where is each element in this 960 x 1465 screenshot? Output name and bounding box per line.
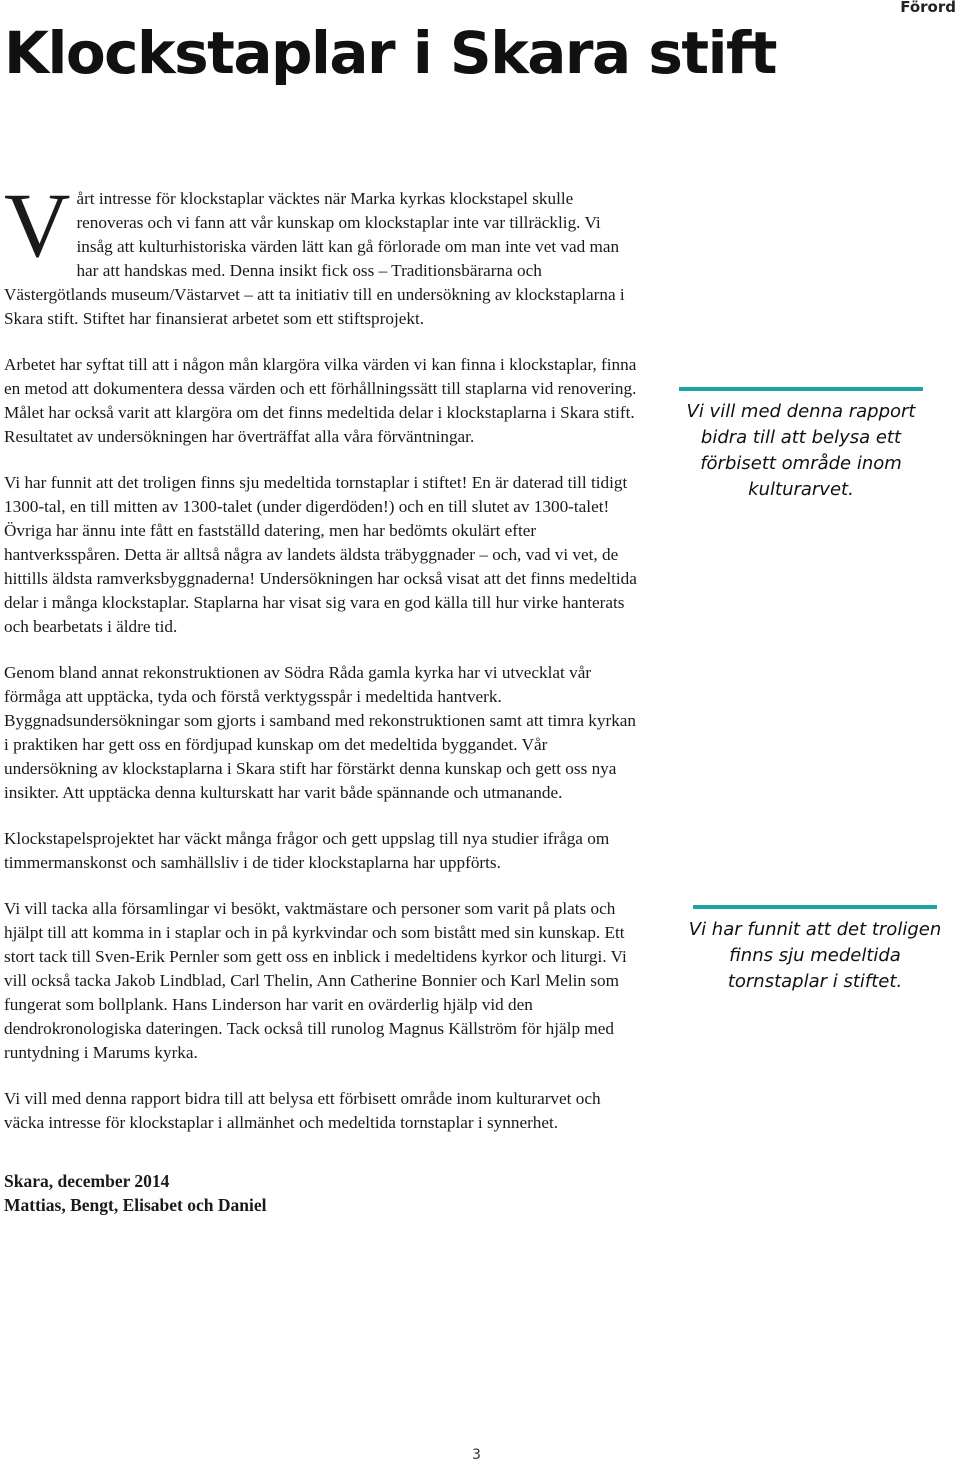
- signature-place-date: Skara, december 2014: [4, 1171, 170, 1191]
- body-paragraph: Arbetet har syftat till att i någon mån klargöra vilka värden vi kan finna i klockstaplar, finna en metod att dokumentera dessa värden och ett förhållningssätt till staplarna vid renovering. Målet har också varit att klargöra om det finns medeltida delar i klockstaplarna i Skara stift. Resultatet av undersökningen har överträffat alla våra förväntningar.: [4, 355, 637, 446]
- signature: [4, 1169, 639, 1217]
- signature-authors: Mattias, Bengt, Elisabet och Daniel: [4, 1195, 267, 1215]
- body-paragraph: Vi vill med denna rapport bidra till att belysa ett förbisett område inom kulturarvet och väcka intresse för klockstaplar i allmänhet och medeltida tornstaplar i synnerhet.: [4, 1089, 601, 1132]
- intro-text: årt intresse för klockstaplar väcktes när Marka kyrkas klockstapel skulle renoveras och vi fann att vår kunskap om klockstaplar inte var tillräcklig. Vi insåg att kulturhistoriska värden lätt kan gå förlorade om man inte vet vad man har att handskas med. Denna insikt fick oss – Traditionsbärarna och Västergötlands museum/Västarvet – att ta initiativ till en undersökning av klockstaplarna i Skara stift. Stiftet har finansierat arbetet som ett stiftsprojekt.: [4, 189, 625, 328]
- section-label: Förord: [900, 0, 956, 16]
- pullquote-rule: [693, 905, 937, 909]
- body-paragraph: Vi har funnit att det troligen finns sju medeltida tornstaplar i stiftet! En är daterad till tidigt 1300-tal, en till mitten av 1300-talet (under digerdöden!) och en till slutet av 1300-talet! Övriga har ännu inte fått en fastställd datering, men har bedömts okulärt efter hantverksspåren. Detta är alltså några av landets äldsta träbyggnader – och, vad vi vet, de hittills äldsta ramverksbyggnaderna! Undersökningen har också visat att det finns medeltida delar i många klockstaplar. Staplarna har visat sig vara en god källa till hur virke hanterats och bearbetats i äldre tid.: [4, 473, 637, 636]
- page-title: Klockstaplar i Skara stift: [4, 19, 776, 87]
- pullquote-rule: [679, 387, 923, 391]
- article-body: [4, 174, 639, 1217]
- body-paragraph: Klockstapelsprojektet har väckt många frågor och gett uppslag till nya studier ifråga om timmermanskonst och samhällsliv i de tider klockstaplarna har uppförts.: [4, 829, 610, 872]
- body-paragraph: Vi vill tacka alla församlingar vi besökt, vaktmästare och personer som varit på plats och hjälpt till att komma in i staplar och in på kyrkvindar och som bistått med sin kunskap. Ett stort tack till Sven-Erik Pernler som gett oss en inblick i medeltidens kyrkor och liturgi. Vi vill också tacka Jakob Lindblad, Carl Thelin, Ann Catherine Bonnier och Karl Melin som fungerat som bollplank. Hans Linderson har varit en ovärderlig hjälp vid den dendrokronologiska dateringen. Tack också till runolog Magnus Källström för hjälp med runtydning i Marums kyrka.: [4, 899, 627, 1062]
- pullquote-text: Vi har funnit att det troligen finns sju medeltida tornstaplar i stiftet.: [688, 919, 942, 992]
- pullquote: [666, 387, 936, 503]
- page-number: 3: [472, 1447, 481, 1463]
- drop-cap: V: [4, 174, 71, 276]
- pullquote: [680, 905, 950, 995]
- pullquote-text: Vi vill med denna rapport bidra till att belysa ett förbisett område inom kulturarvet.: [686, 401, 916, 500]
- body-paragraph: Genom bland annat rekonstruktionen av Södra Råda gamla kyrka har vi utvecklat vår förmåga att upptäcka, tyda och förstå verktygsspår i medeltida hantverk. Byggnadsundersökningar som gjorts i samband med rekonstruktionen samt att timra kyrkan i praktiken har gett oss en fördjupad kunskap om det medeltida byggandet. Vår undersökning av klockstaplarna i Skara stift har förstärkt denna kunskap och gett oss nya insikter. Att upptäcka denna kulturskatt har varit både spännande och utmanande.: [4, 663, 637, 802]
- intro-paragraph: [4, 174, 639, 331]
